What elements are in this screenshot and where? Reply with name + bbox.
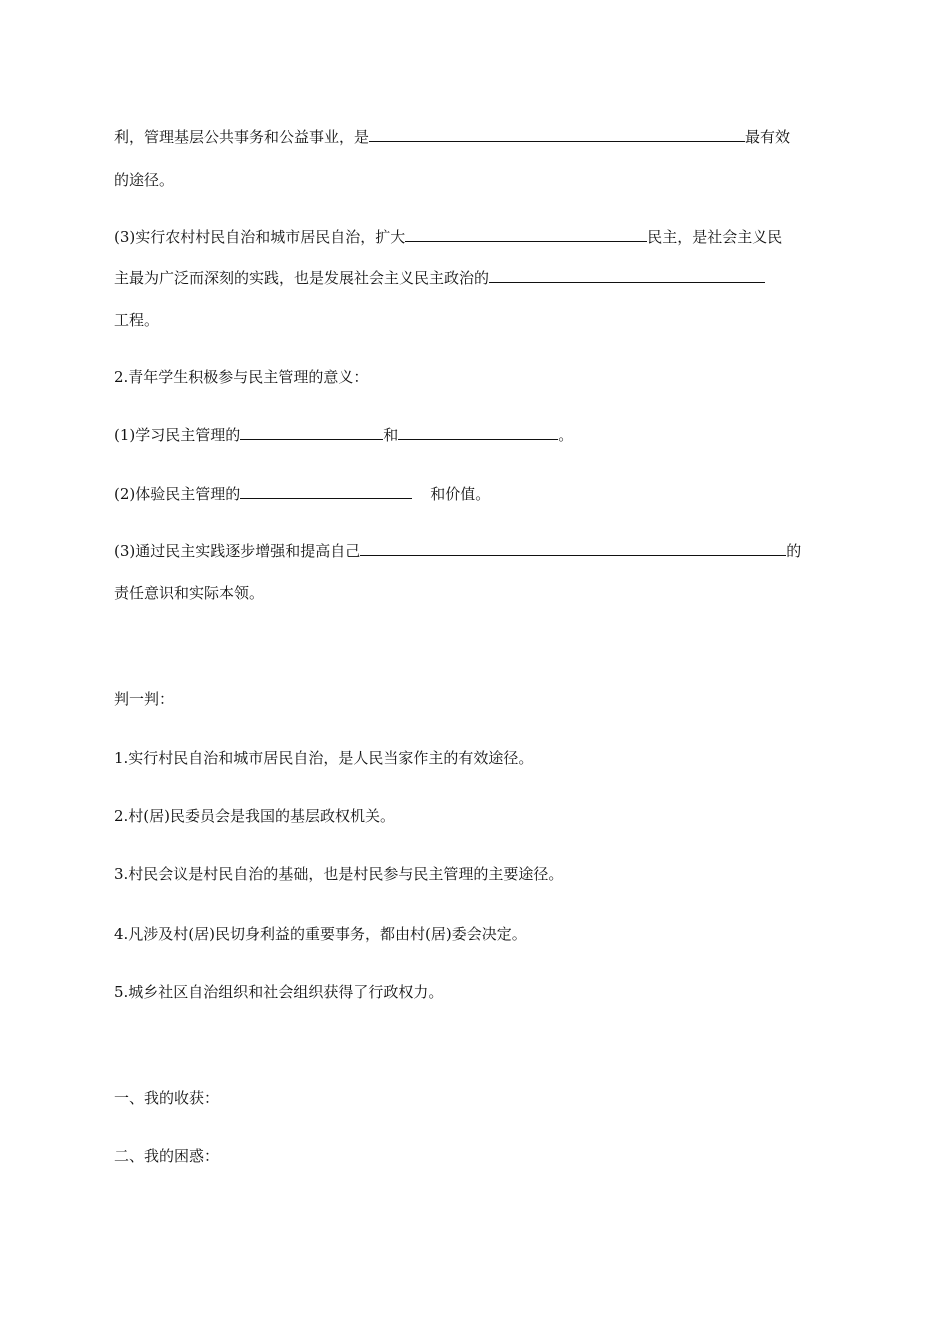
- text: 3.村民会议是村民自治的基础，也是村民参与民主管理的主要途径。: [114, 865, 564, 883]
- fill-line-item2-end: [114, 170, 174, 190]
- text: 的途径。: [114, 171, 175, 189]
- text: (2)体验民主管理的: [114, 485, 241, 503]
- text: 和价值。: [430, 485, 491, 503]
- text: 民主，是社会主义民: [647, 228, 783, 246]
- fill-line-item2-cont: [114, 127, 790, 147]
- answer-blank[interactable]: [369, 127, 745, 142]
- answer-blank[interactable]: [398, 425, 558, 440]
- fill-line-item3: [114, 227, 782, 247]
- text: 和: [383, 426, 399, 444]
- text: 利，管理基层公共事务和公益事业，是: [114, 128, 370, 146]
- question-2-title: [114, 367, 368, 387]
- judge-title: [114, 689, 174, 709]
- text: 主最为广泛而深刻的实践，也是发展社会主义民主政治的: [114, 269, 490, 287]
- text: (3)实行农村村民自治和城市居民自治，扩大: [114, 228, 406, 246]
- text: 4.凡涉及村(居)民切身利益的重要事务，都由村(居)委会决定。: [114, 925, 527, 943]
- text: 。: [558, 426, 574, 444]
- answer-blank[interactable]: [360, 541, 786, 556]
- text: (1)学习民主管理的: [114, 426, 241, 444]
- judge-item: [114, 982, 443, 1002]
- text: 1.实行村民自治和城市居民自治，是人民当家作主的有效途径。: [114, 749, 534, 767]
- fill-line-item3-line3: [114, 310, 159, 330]
- fill-line-item3-line2: [114, 268, 765, 288]
- text: 2.村(居)民委员会是我国的基层政权机关。: [114, 807, 396, 825]
- text: 最有效: [745, 128, 791, 146]
- judge-item: [114, 748, 533, 768]
- answer-blank[interactable]: [489, 268, 765, 283]
- q2-item-3: [114, 541, 801, 561]
- q2-item-2: [114, 484, 490, 504]
- answer-blank[interactable]: [240, 484, 412, 499]
- text: 工程。: [114, 311, 160, 329]
- text: 二、我的困惑：: [114, 1147, 220, 1165]
- text: 一、我的收获：: [114, 1089, 220, 1107]
- text: 的: [786, 542, 802, 560]
- q2-item-1: [114, 425, 573, 445]
- answer-blank[interactable]: [240, 425, 383, 440]
- text: 2.青年学生积极参与民主管理的意义：: [114, 368, 369, 386]
- text: 5.城乡社区自治组织和社会组织获得了行政权力。: [114, 983, 444, 1001]
- judge-item: [114, 806, 395, 826]
- reflection-gains: [114, 1088, 219, 1108]
- answer-blank[interactable]: [405, 227, 647, 242]
- text: 责任意识和实际本领。: [114, 584, 265, 602]
- text: 判一判：: [114, 690, 175, 708]
- text: (3)通过民主实践逐步增强和提高自己: [114, 542, 361, 560]
- judge-item: [114, 924, 527, 944]
- q2-item-3-line2: [114, 583, 264, 603]
- judge-item: [114, 864, 563, 884]
- reflection-confusions: [114, 1146, 219, 1166]
